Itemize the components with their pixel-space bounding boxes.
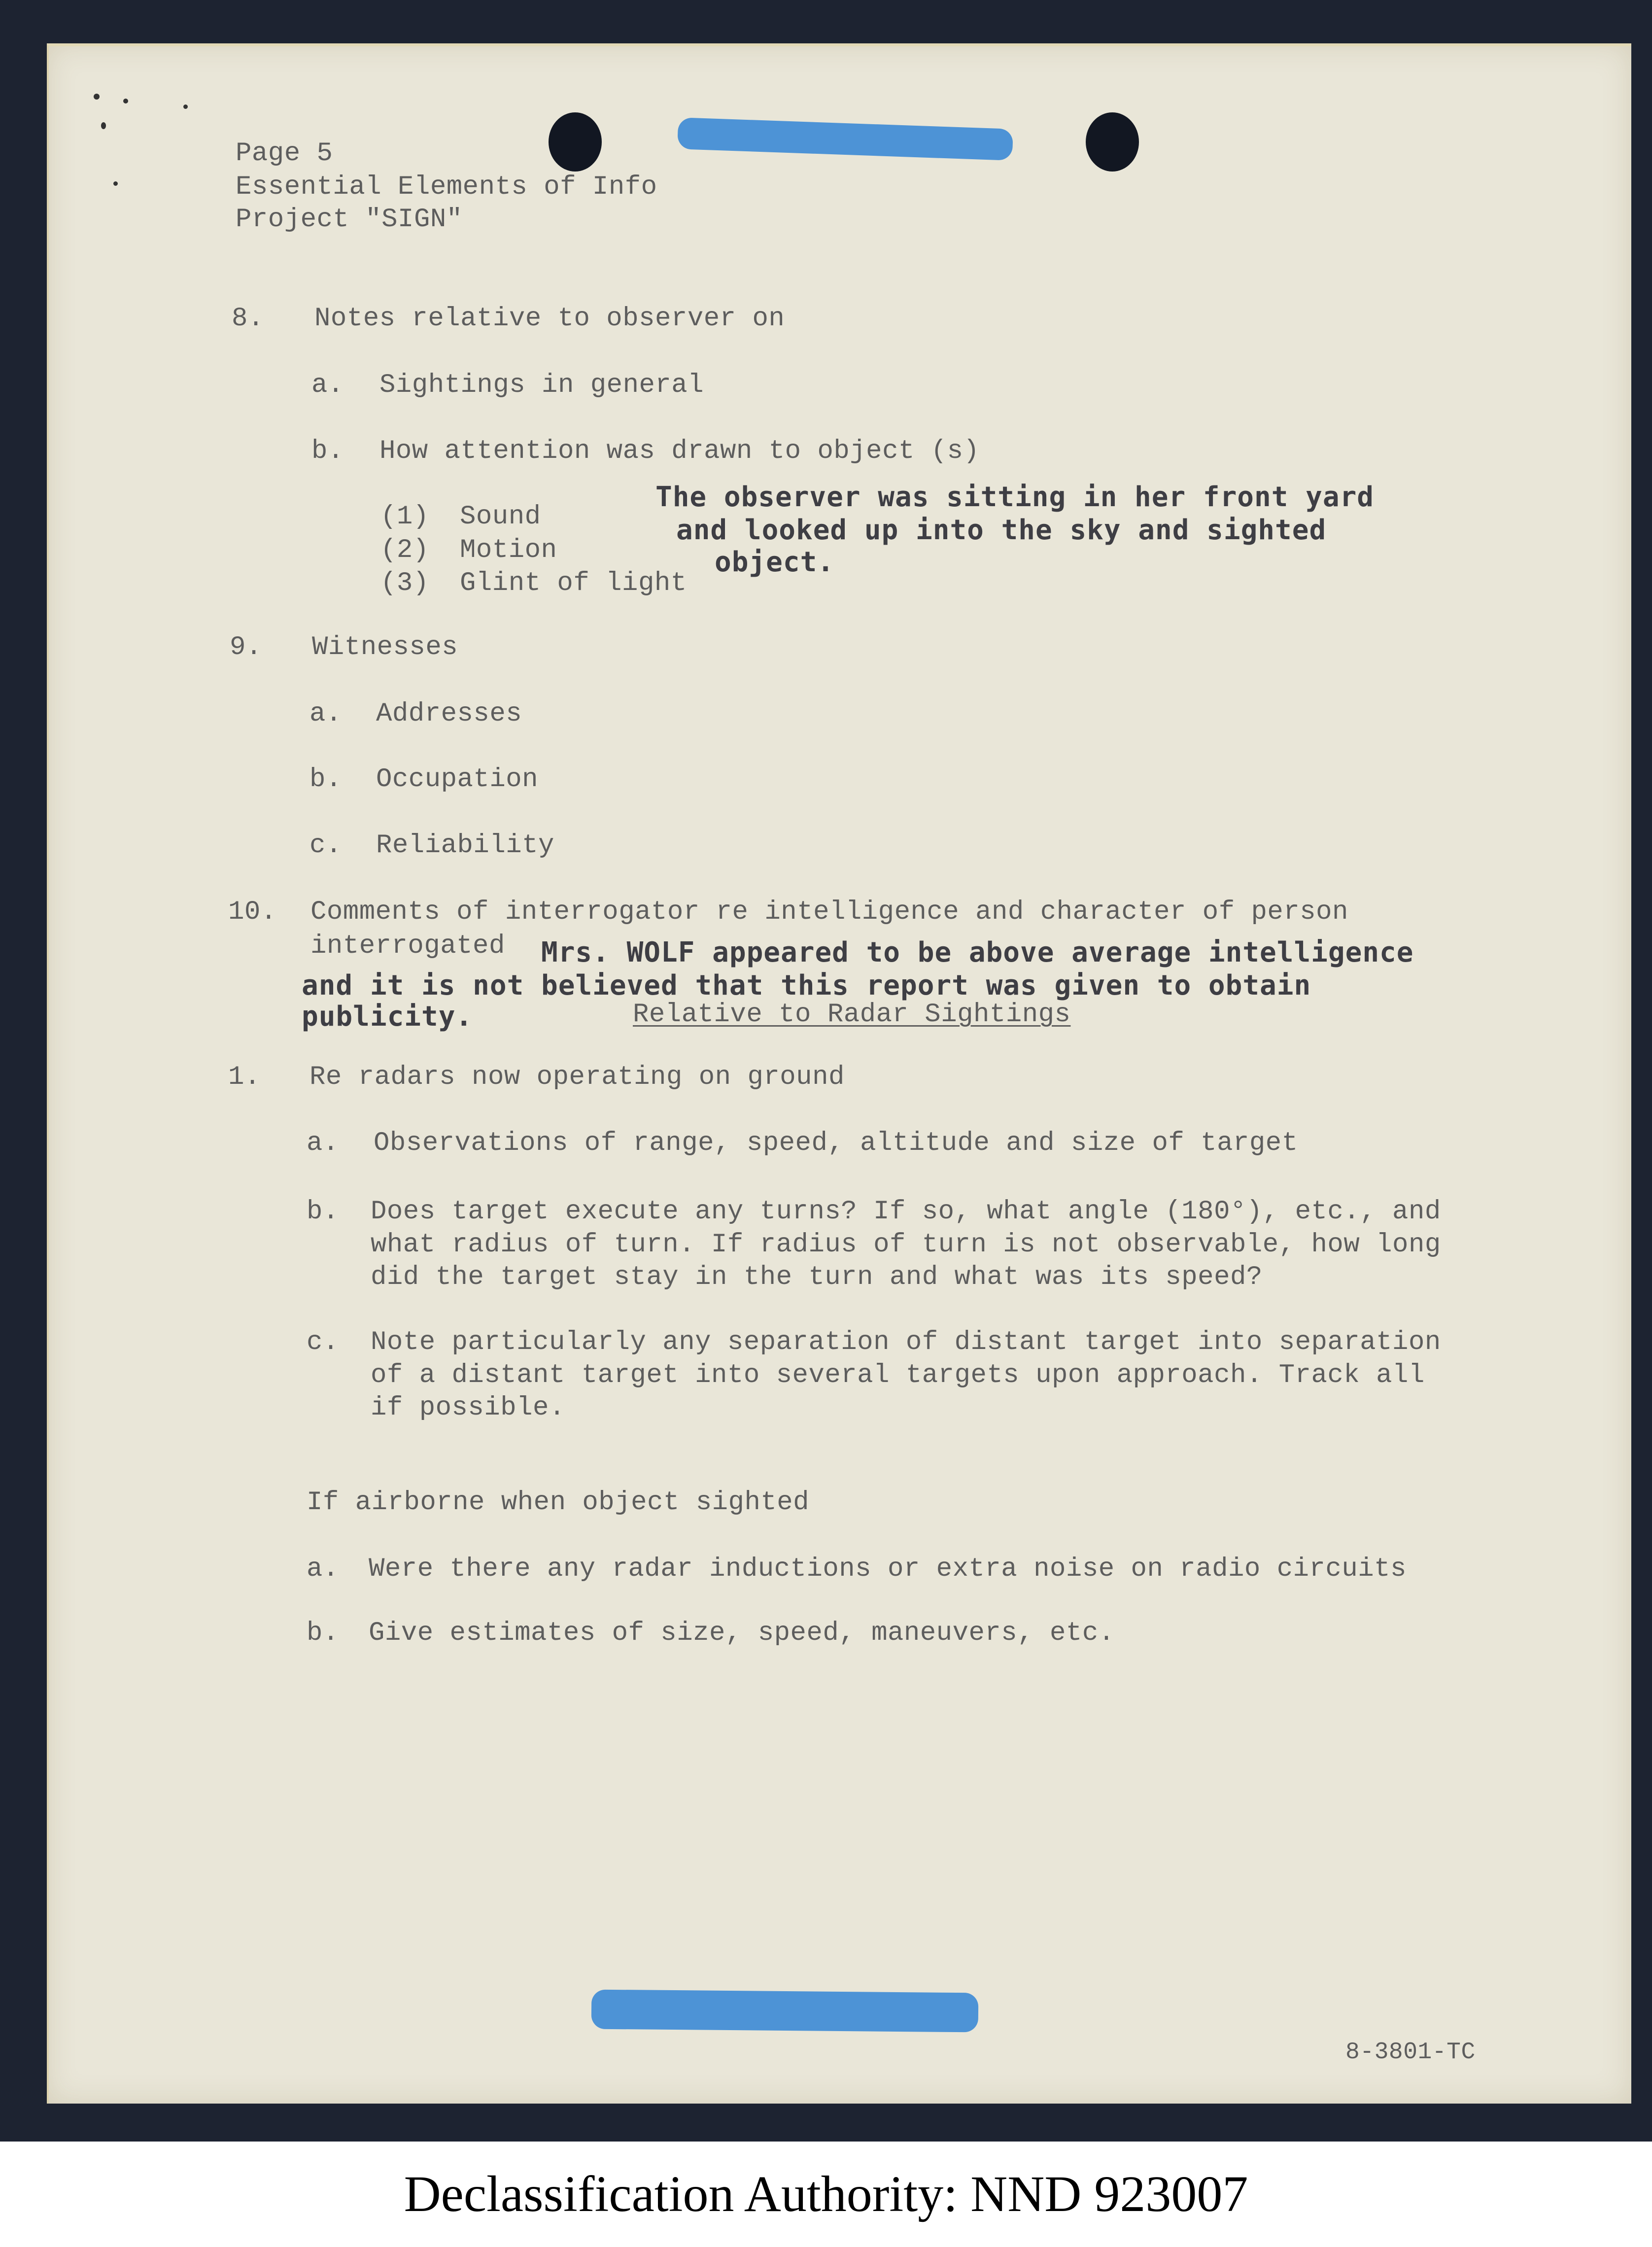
section-heading: Relative to Radar Sightings [633, 1000, 1071, 1030]
airborne-a-text: Were there any radar inductions or extra noise on radio circuits [369, 1554, 1407, 1584]
speck [183, 104, 188, 109]
option-label: (2) [380, 535, 429, 565]
radar-c-line: Note particularly any separation of distant target into separation [371, 1327, 1441, 1357]
speck [101, 122, 106, 129]
radar-item-number: 1. [228, 1062, 261, 1092]
page-number: Page 5 [236, 138, 333, 169]
item-9c-label: c. [310, 830, 342, 861]
document-title: Essential Elements of Info [236, 172, 657, 202]
declassification-footer: Declassification Authority: NND 923007 [404, 2166, 1248, 2222]
option-text: Glint of light [460, 568, 687, 598]
option-text: Sound [460, 502, 541, 532]
punch-hole-left [549, 112, 602, 172]
radar-b-line: did the target stay in the turn and what was its speed? [371, 1262, 1263, 1292]
item-10-answer-line: Mrs. WOLF appeared to be above average intelligence [541, 936, 1414, 968]
item-9-number: 9. [230, 632, 262, 662]
radar-b-line: what radius of turn. If radius of turn is not observable, how long [371, 1230, 1441, 1260]
radar-c-line: if possible. [371, 1393, 565, 1423]
airborne-heading: If airborne when object sighted [307, 1487, 810, 1518]
item-9a-text: Addresses [376, 699, 522, 729]
item-8a-text: Sightings in general [379, 370, 704, 400]
item-8b-text: How attention was drawn to object (s) [379, 436, 980, 466]
speck [113, 181, 118, 186]
item-9b-label: b. [310, 764, 342, 795]
airborne-a-label: a. [307, 1554, 339, 1584]
item-9-text: Witnesses [312, 632, 458, 662]
item-8b-label: b. [311, 436, 344, 466]
blue-tape-bottom [591, 1990, 979, 2033]
item-8a-label: a. [311, 370, 344, 400]
item-10-number: 10. [228, 897, 277, 927]
item-9c-text: Reliability [376, 830, 554, 861]
item-10-text: Comments of interrogator re intelligence and character of person [310, 897, 1348, 927]
radar-b-label: b. [307, 1197, 339, 1227]
punch-hole-right [1086, 112, 1139, 172]
radar-a-label: a. [307, 1128, 339, 1158]
option-text: Motion [460, 535, 557, 565]
item-10-answer-line: and it is not believed that this report was given to obtain [302, 969, 1311, 1002]
item-8-text: Notes relative to observer on [314, 304, 785, 334]
speck [123, 99, 128, 104]
option-label: (3) [380, 568, 429, 598]
item-8-answer-line: The observer was sitting in her front yard [655, 481, 1375, 513]
airborne-b-text: Give estimates of size, speed, maneuvers, etc. [369, 1618, 1115, 1648]
item-8-answer-line: and looked up into the sky and sighted [676, 514, 1327, 546]
item-10-text: interrogated [310, 931, 505, 961]
radar-a-text: Observations of range, speed, altitude and size of target [374, 1128, 1298, 1158]
radar-c-label: c. [307, 1327, 339, 1357]
radar-item-text: Re radars now operating on ground [310, 1062, 845, 1092]
item-8-answer-line: object. [715, 546, 835, 578]
item-9b-text: Occupation [376, 764, 539, 795]
item-10-answer-line: publicity. [302, 1001, 473, 1033]
radar-c-line: of a distant target into several targets upon approach. Track all [371, 1360, 1425, 1390]
item-8-number: 8. [232, 304, 264, 334]
option-label: (1) [380, 502, 429, 532]
project-name: Project "SIGN" [236, 205, 463, 235]
airborne-b-label: b. [307, 1618, 339, 1648]
form-number: 8-3801-TC [1345, 2039, 1476, 2066]
item-9a-label: a. [310, 699, 342, 729]
radar-b-line: Does target execute any turns? If so, what angle (180°), etc., and [371, 1197, 1441, 1227]
speck [94, 94, 100, 100]
